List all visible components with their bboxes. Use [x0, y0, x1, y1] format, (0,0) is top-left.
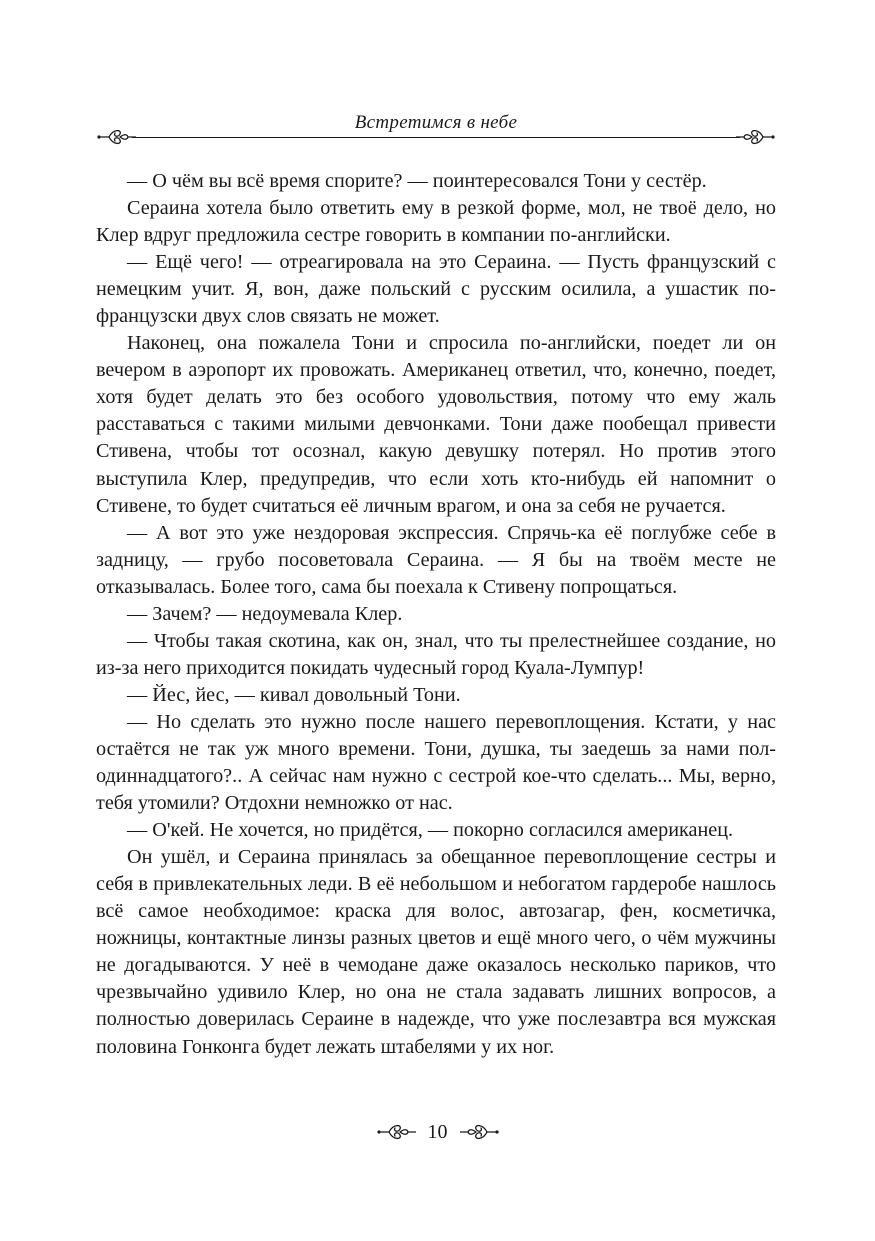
header-rule [132, 137, 740, 138]
page-body [96, 168, 776, 1061]
paragraph: — О чём вы всё время спорите? — поинтересовался Тони у сестёр. [127, 170, 707, 192]
paragraph: — А вот это уже нездоровая экспрессия. Спрячь-ка её поглубже себе в задницу, — грубо посоветовала Сераина. — Я бы на твоём месте не отказывалась. Более того, сама бы поехала к Стивену попрощаться. [96, 521, 776, 598]
paragraph: — О'кей. Не хочется, но придётся, — покорно согласился американец. [127, 819, 734, 842]
running-header [96, 108, 776, 152]
flourish-ornament-right-icon [736, 125, 776, 149]
footer-flourish-left-icon [376, 1120, 416, 1144]
footer-flourish-right-icon [460, 1120, 500, 1144]
paragraph: — Чтобы такая скотина, как он, знал, что ты прелестнейшее создание, но из-за него приходится покидать чудесный город Куала-Лумпур! [96, 629, 776, 679]
paragraph: Сераина хотела было ответить ему в резкой форме, мол, не твоё дело, но Клер вдруг предложила сестре говорить в компании по-английски. [96, 197, 776, 247]
paragraph: — Но сделать это нужно после нашего перевоплощения. Кстати, у нас остаётся не так уж много времени. Тони, душка, ты заедешь за нами пол-одиннадцатого?.. А сейчас нам нужно с сестрой кое-что сделать... Мы, верно, тебя утомили? Отдохни немножко от нас. [96, 710, 776, 815]
paragraph: Он ушёл, и Сераина принялась за обещанное перевоплощение сестры и себя в привлекательных леди. В её небольшом и небогатом гардеробе нашлось всё самое необходимое: краска для волос, автозагар, фен, косметичка, ножницы, контактные линзы разных цветов и ещё много чего, о чём мужчины не догадываются. У неё в чемодане даже оказалось несколько париков, что чрезвычайно удивило Клер, но она не стала задавать лишних вопросов, а полностью доверилась Сераине в надежде, что уже послезавтра вся мужская половина Гонконга будет лежать штабелями у их ног. [96, 846, 776, 1058]
page-number: 10 [427, 1121, 448, 1143]
page-footer [0, 1120, 875, 1150]
paragraph: — Йес, йес, — кивал довольный Тони. [127, 683, 461, 706]
paragraph: — Зачем? — недоумевала Клер. [127, 602, 403, 625]
paragraph: — Ещё чего! — отреагировала на это Сераина. — Пусть французский с немецким учит. Я, вон, даже польский с русским осилила, а ушастик по-французски двух слов связать не может. [96, 251, 776, 328]
paragraph: Наконец, она пожалела Тони и спросила по-английски, поедет ли он вечером в аэропорт их провожать. Американец ответил, что, конечно, поедет, хотя будет делать это без особого удовольствия, потому что ему жаль расставаться с такими милыми девчонками. Тони даже пообещал привести Стивена, чтобы тот осознал, какую девушку потерял. Но против этого выступила Клер, предупредив, что если хоть кто-нибудь ей напомнит о Стивене, то будет считаться её личным врагом, и она за себя не ручается. [96, 332, 776, 517]
running-header-title: Встретимся в небе [354, 112, 518, 133]
